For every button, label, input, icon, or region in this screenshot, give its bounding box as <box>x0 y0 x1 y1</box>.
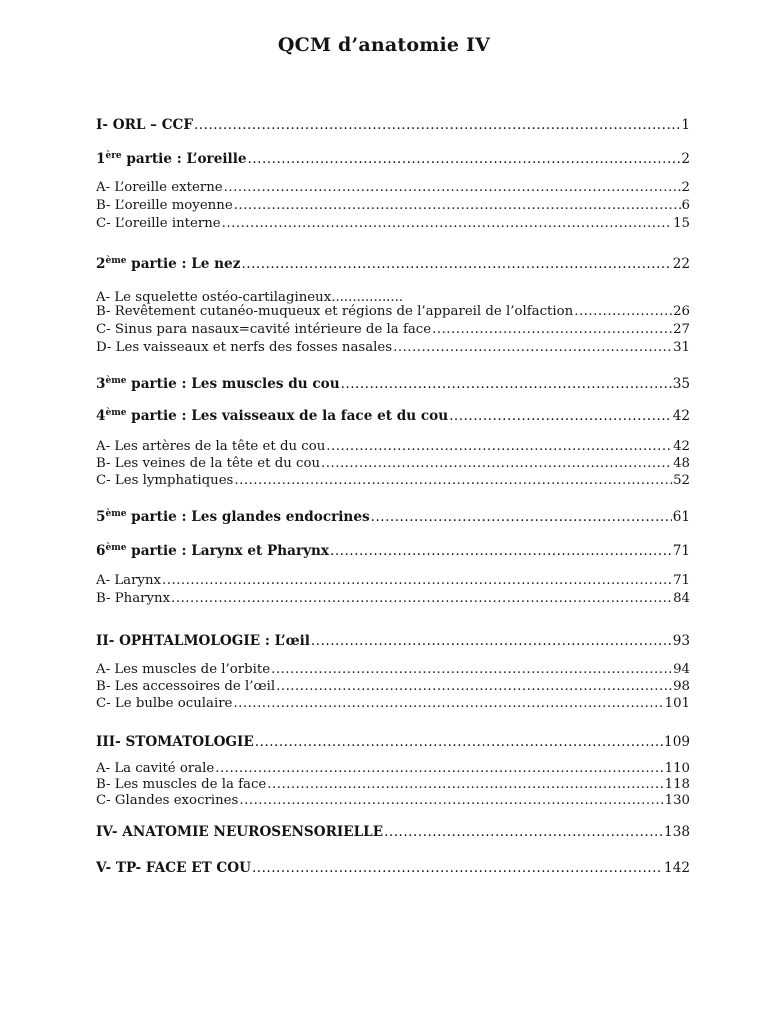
part-ordinal-suffix: ère <box>105 151 122 161</box>
toc-label: A- Larynx <box>96 573 162 588</box>
toc-page-number: 6 <box>681 198 690 213</box>
toc-page-number: 98 <box>673 679 690 694</box>
part-title: partie : Larynx et Pharynx <box>126 543 330 559</box>
toc-leader-short: ................. <box>331 290 404 305</box>
part-ordinal: 4 <box>96 408 106 424</box>
toc-leader <box>234 198 681 214</box>
toc-part-3 <box>96 373 690 392</box>
toc-entry-p2b <box>96 304 690 320</box>
toc-page-number: 22 <box>672 256 690 272</box>
toc-entry-p4c <box>96 473 690 489</box>
toc-label: V- TP- FACE ET COU <box>96 860 251 876</box>
toc-leader <box>224 180 681 196</box>
toc-entry-p6a <box>96 573 690 589</box>
toc-entry-p2c <box>96 322 690 338</box>
toc-entry-p4b <box>96 456 690 472</box>
toc-entry-p1a <box>96 180 690 196</box>
toc-leader <box>574 304 672 320</box>
toc-page-number: 48 <box>673 456 690 471</box>
toc-page-number: 27 <box>673 322 690 337</box>
toc-label <box>96 405 448 424</box>
toc-leader <box>241 256 671 272</box>
part-ordinal: 3 <box>96 376 106 392</box>
toc-leader <box>330 543 672 559</box>
toc-label <box>96 540 329 559</box>
toc-entry-p6b <box>96 591 690 607</box>
toc-leader <box>171 591 672 607</box>
part-ordinal: 5 <box>96 509 106 525</box>
toc-label: A- Le squelette ostéo-cartilagineux <box>96 290 332 305</box>
part-title: partie : L’oreille <box>121 151 247 167</box>
toc-leader <box>215 761 663 777</box>
toc-part-5 <box>96 506 690 525</box>
toc-label: I- ORL – CCF <box>96 117 193 133</box>
toc-label: C- Le bulbe oculaire <box>96 696 233 711</box>
part-ordinal-suffix: ème <box>105 543 127 553</box>
toc-page-number: 130 <box>664 793 690 808</box>
toc-leader <box>255 734 663 750</box>
toc-part-4 <box>96 405 690 424</box>
toc-entry-stoc <box>96 793 690 809</box>
toc-label: C- Glandes exocrines <box>96 793 239 808</box>
toc-leader <box>384 824 663 840</box>
toc-label: B- Les accessoires de l’œil <box>96 679 276 694</box>
toc-page-number: 71 <box>673 573 690 588</box>
toc-section-stomatologie <box>96 734 690 750</box>
toc-entry-opha <box>96 662 690 678</box>
toc-page-number: 94 <box>673 662 690 677</box>
toc-label: III- STOMATOLOGIE <box>96 734 254 750</box>
toc-leader <box>326 439 672 455</box>
part-ordinal: 2 <box>96 256 106 272</box>
toc-entry-stob <box>96 777 690 793</box>
part-ordinal-suffix: ème <box>105 509 127 519</box>
toc-page-number: 2 <box>681 151 690 167</box>
toc-leader <box>222 216 672 232</box>
toc-label: C- Les lymphatiques <box>96 473 234 488</box>
toc-part-1 <box>96 148 690 167</box>
toc-page-number: 31 <box>673 340 690 355</box>
toc-page-number: 109 <box>664 734 690 750</box>
part-ordinal: 6 <box>96 543 106 559</box>
toc-entry-p1b <box>96 198 690 214</box>
toc-label: IV- ANATOMIE NEUROSENSORIELLE <box>96 824 384 840</box>
toc-leader <box>233 696 663 712</box>
toc-leader <box>252 860 663 876</box>
toc-label: D- Les vaisseaux et nerfs des fosses nasales <box>96 340 393 355</box>
toc-leader <box>432 322 672 338</box>
toc-page-number: 35 <box>672 376 690 392</box>
toc-leader <box>248 151 681 167</box>
toc-entry-ophc <box>96 696 690 712</box>
toc-entry-ophb <box>96 679 690 695</box>
toc-leader <box>239 793 663 809</box>
toc-section-neurosensorielle <box>96 824 690 840</box>
toc-page-number: 52 <box>673 473 690 488</box>
toc-label <box>96 253 240 272</box>
toc-leader <box>276 679 672 695</box>
toc-page-number: 142 <box>664 860 690 876</box>
toc-page-number: 2 <box>681 180 690 195</box>
part-ordinal: 1 <box>96 151 106 167</box>
toc-entry-p4a <box>96 439 690 455</box>
toc-entry-p2d <box>96 340 690 356</box>
toc-section-tp <box>96 860 690 876</box>
toc-page-number: 71 <box>672 543 690 559</box>
toc-page-number: 138 <box>664 824 690 840</box>
toc-page-number: 84 <box>673 591 690 606</box>
toc-leader <box>371 509 672 525</box>
part-title: partie : Les vaisseaux de la face et du cou <box>126 408 449 424</box>
toc-page-number: 110 <box>664 761 690 776</box>
toc-label: A- Les artères de la tête et du cou <box>96 439 326 454</box>
toc-leader <box>321 456 672 472</box>
toc-leader <box>393 340 672 356</box>
toc-page-number: 93 <box>672 633 690 649</box>
toc-label <box>96 148 247 167</box>
toc-label: B- Les veines de la tête et du cou <box>96 456 321 471</box>
toc-page-number: 26 <box>673 304 690 319</box>
toc-label: B- Les muscles de la face <box>96 777 267 792</box>
toc-leader <box>271 662 672 678</box>
toc-label: B- L’oreille moyenne <box>96 198 233 213</box>
toc-page-number: 1 <box>681 117 690 133</box>
toc-leader <box>162 573 672 589</box>
toc-page-number: 42 <box>673 439 690 454</box>
part-title: partie : Les muscles du cou <box>126 376 340 392</box>
toc-section-orl <box>96 117 690 133</box>
toc-leader <box>341 376 672 392</box>
toc-leader <box>311 633 672 649</box>
toc-page-number: 118 <box>664 777 690 792</box>
toc-label: II- OPHTALMOLOGIE : L’œil <box>96 633 310 649</box>
toc-label: A- La cavité orale <box>96 761 215 776</box>
part-ordinal-suffix: ème <box>105 376 127 386</box>
toc-label <box>96 373 340 392</box>
toc-label: B- Revêtement cutanéo-muqueux et régions de l’appareil de l’olfaction <box>96 304 574 319</box>
toc-leader <box>449 408 672 424</box>
toc-label <box>96 506 370 525</box>
toc-label: A- Les muscles de l’orbite <box>96 662 271 677</box>
toc-label: B- Pharynx <box>96 591 171 606</box>
toc-entry-stoa <box>96 761 690 777</box>
toc-leader <box>194 117 680 133</box>
toc-label: A- L’oreille externe <box>96 180 223 195</box>
toc-label: C- Sinus para nasaux=cavité intérieure de la face <box>96 322 432 337</box>
toc-part-2 <box>96 253 690 272</box>
toc-section-ophtalmologie <box>96 633 690 649</box>
part-title: partie : Le nez <box>126 256 241 272</box>
toc-page-number: 42 <box>672 408 690 424</box>
page-title: QCM d’anatomie IV <box>277 34 491 56</box>
toc-entry-p1c <box>96 216 690 232</box>
toc-part-6 <box>96 540 690 559</box>
toc-leader <box>234 473 672 489</box>
part-ordinal-suffix: ème <box>105 408 127 418</box>
part-title: partie : Les glandes endocrines <box>126 509 370 525</box>
toc-page-number: 101 <box>664 696 690 711</box>
toc-page-number: 15 <box>673 216 690 231</box>
part-ordinal-suffix: ème <box>105 256 127 266</box>
toc-leader <box>267 777 663 793</box>
toc-label: C- L’oreille interne <box>96 216 221 231</box>
toc-page-number: 61 <box>672 509 690 525</box>
